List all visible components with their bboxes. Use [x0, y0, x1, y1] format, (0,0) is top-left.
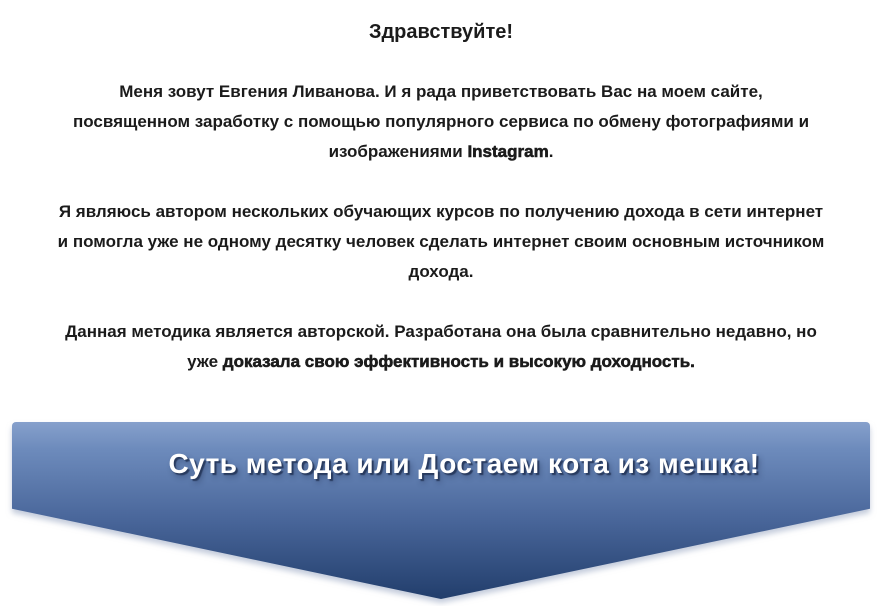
banner: [12, 422, 870, 599]
text-segment: Я являюсь автором нескольких обучающих курсов по получению дохода в сети интернет: [58, 202, 824, 221]
body-paragraphs: [0, 77, 882, 377]
banner-title: Суть метода или Достаем кота из мешка!: [168, 448, 760, 479]
text-segment: посвященном заработку с помощью популярного сервиса по обмену фотографиями и: [72, 112, 810, 131]
text-line: [0, 137, 882, 167]
paragraph: [0, 197, 882, 287]
text-line: [0, 77, 882, 107]
text-line: [0, 107, 882, 137]
emphasized-text: доказала свою эффективность и высокую доходность.: [222, 352, 695, 371]
text-line: [0, 197, 882, 227]
text-segment: и помогла уже не одному десятку человек сделать интернет своим основным источником: [57, 232, 825, 251]
text-line: [0, 227, 882, 257]
paragraph: [0, 77, 882, 167]
text-segment: .: [548, 142, 554, 161]
greeting-heading: Здравствуйте!: [368, 21, 514, 43]
text-line: [0, 317, 882, 347]
text-segment: изображениями: [328, 142, 468, 161]
text-segment: Меня зовут Евгения Ливанова. И я рада приветствовать Вас на моем сайте,: [119, 82, 763, 101]
text-segment: Данная методика является авторской. Разработана она была сравнительно недавно, но: [65, 322, 817, 341]
text-segment: дохода.: [408, 262, 474, 281]
paragraph: [0, 317, 882, 377]
text-line: [0, 257, 882, 287]
emphasized-text: Instagram: [467, 142, 549, 161]
text-segment: уже: [187, 352, 223, 371]
text-line: [0, 347, 882, 377]
